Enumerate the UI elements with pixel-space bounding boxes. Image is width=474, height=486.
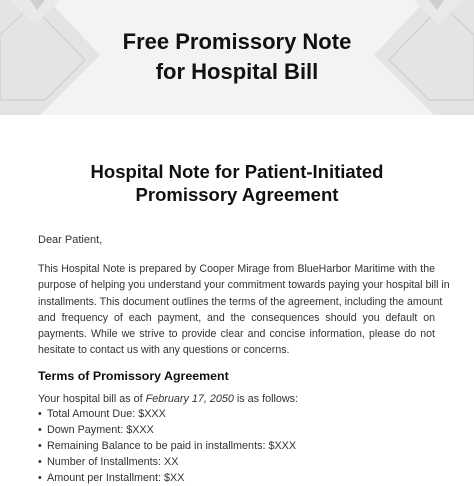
intro-line: hesitate to contact us with any questions or concerns.: [38, 344, 290, 357]
list-item: [38, 438, 296, 454]
intro-line: installments. This document outlines the terms of the agreement, including the amount: [38, 295, 443, 308]
bullet-icon: •: [38, 456, 42, 468]
banner-title-line-1: Free Promissory Note: [122, 29, 352, 54]
intro-paragraph: [38, 261, 450, 359]
banner-title-line-2: for Hospital Bill: [155, 59, 319, 84]
list-item-text: Number of Installments: XX: [47, 456, 179, 468]
list-item: [38, 406, 296, 422]
title-banner: [0, 0, 474, 115]
list-item-text: Remaining Balance to be paid in installments: $XXX: [47, 440, 297, 452]
list-item: [38, 422, 296, 438]
list-item: [38, 470, 296, 486]
intro-line: This Hospital Note is prepared by Cooper Mirage from BlueHarbor Maritime with the: [38, 263, 435, 275]
document-heading-line-1: Hospital Note for Patient-Initiated: [90, 161, 384, 182]
terms-heading: Terms of Promissory Agreement: [38, 369, 229, 383]
list-item: [38, 454, 296, 470]
list-item-text: Amount per Installment: $XX: [47, 472, 185, 484]
bullet-icon: •: [38, 408, 42, 420]
bullet-icon: •: [38, 424, 42, 436]
bill-prefix: Your hospital bill as of: [38, 393, 146, 405]
intro-line: purpose of helping you understand your commitment towards paying your hospital bill in: [38, 279, 450, 292]
intro-line: and frequency of each payment, and the consequences should you default on: [38, 311, 435, 324]
salutation: Dear Patient,: [38, 234, 103, 246]
bill-date: February 17, 2050: [145, 393, 234, 405]
bill-suffix: is as follows:: [233, 393, 299, 405]
list-item-text: Down Payment: $XXX: [47, 424, 154, 436]
list-item-text: Total Amount Due: $XXX: [47, 408, 166, 420]
bullet-icon: •: [38, 440, 42, 452]
document-heading-line-2: Promissory Agreement: [135, 184, 339, 205]
bill-statement: [38, 392, 298, 406]
intro-line: payments. While we strive to provide clear and concise information, please do not: [38, 328, 435, 341]
bill-items-list: [38, 406, 296, 486]
document-heading: [0, 160, 474, 206]
bullet-icon: •: [38, 472, 42, 484]
banner-title: [0, 27, 474, 87]
